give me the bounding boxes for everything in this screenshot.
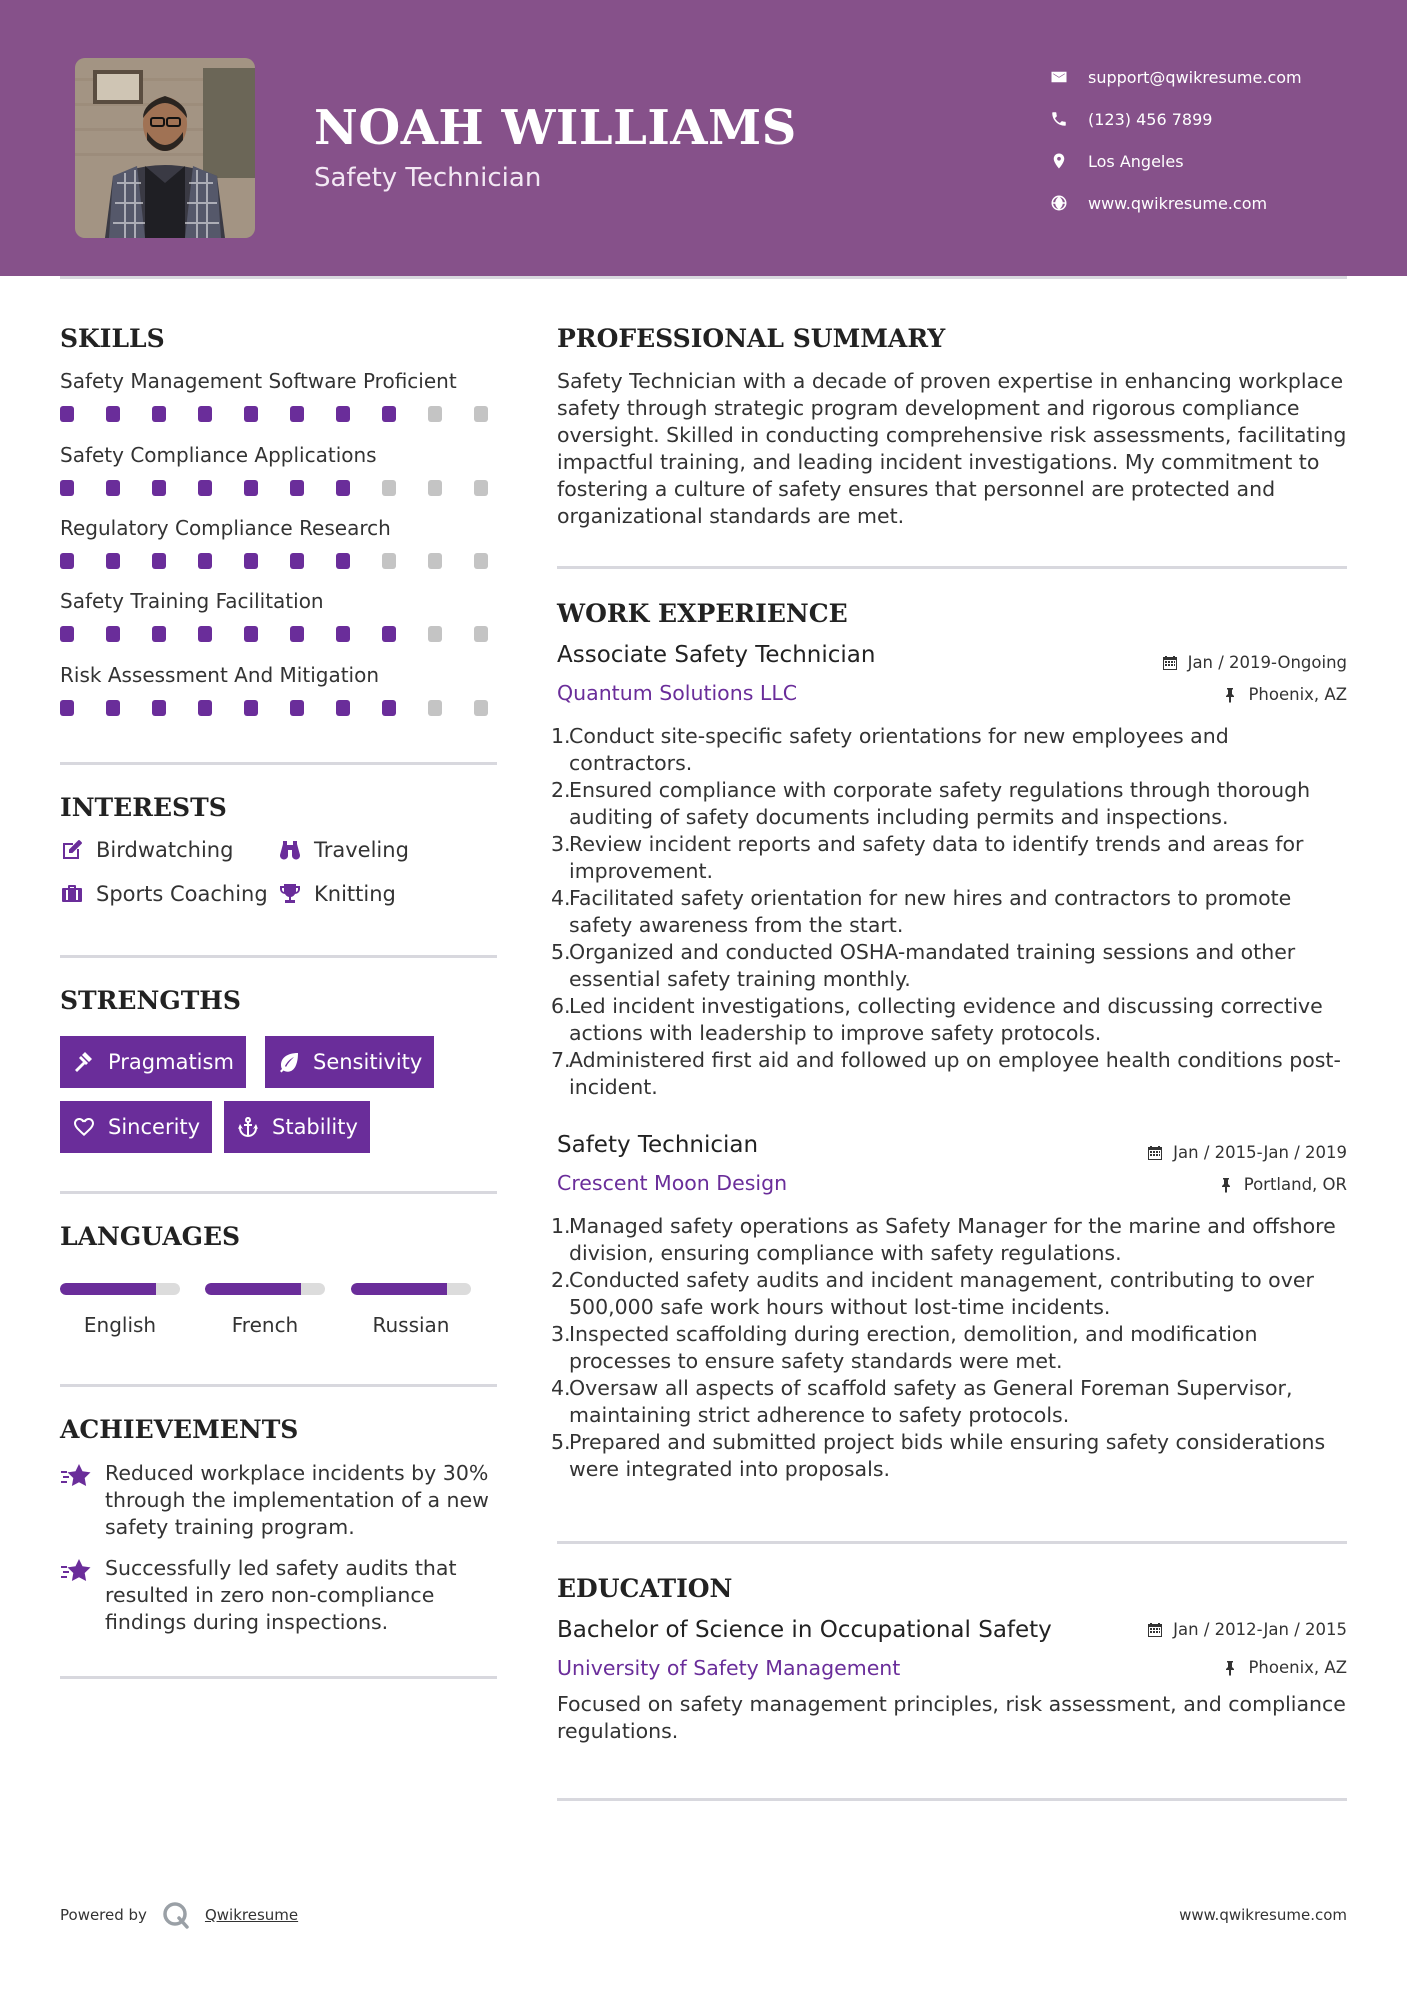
heart-icon — [72, 1115, 96, 1139]
contact-phone[interactable]: (123) 456 7899 — [1050, 98, 1302, 140]
skill-dot-filled — [198, 480, 212, 496]
achievement-item: Reduced workplace incidents by 30% through the implementation of a new safety training program. — [60, 1460, 500, 1541]
section-divider — [557, 566, 1347, 569]
skill-dot-filled — [198, 406, 212, 422]
job-location: Portland, OR — [1218, 1175, 1347, 1194]
skill-dot-filled — [152, 406, 166, 422]
qwikresume-link[interactable]: Qwikresume — [204, 1906, 299, 1924]
job-bullet: 1. Managed safety operations as Safety Manager for the marine and offshore division, ensuring compliance with safety regulations. — [551, 1214, 1336, 1265]
candidate-title: Safety Technician — [314, 163, 542, 193]
section-divider — [60, 1384, 497, 1387]
skill-dot-filled — [336, 480, 350, 496]
skill-dot-filled — [106, 406, 120, 422]
skill-dot-filled — [336, 700, 350, 716]
job-title: Safety Technician — [557, 1132, 759, 1158]
skill-dot-empty — [428, 700, 442, 716]
skill-dot-filled — [382, 626, 396, 642]
language-level-fill — [205, 1283, 301, 1295]
skill-dot-filled — [244, 700, 258, 716]
skill-dot-filled — [152, 700, 166, 716]
skill-dot-filled — [106, 480, 120, 496]
skill-dot-filled — [290, 626, 304, 642]
skill-dot-filled — [382, 700, 396, 716]
achievements-heading: ACHIEVEMENTS — [60, 1415, 299, 1444]
header-divider — [60, 276, 1347, 279]
skill-dot-filled — [336, 406, 350, 422]
skill-rating — [60, 480, 520, 496]
envelope-icon — [1050, 68, 1068, 86]
job-title: Associate Safety Technician — [557, 642, 876, 668]
interests-heading: INTERESTS — [60, 793, 227, 822]
leaf-icon — [277, 1050, 301, 1074]
calendar-icon — [1147, 1145, 1163, 1161]
strength-badge: Stability — [224, 1101, 370, 1153]
skill-dot-empty — [428, 406, 442, 422]
star-award-icon — [60, 1462, 92, 1490]
skill-dot-filled — [290, 700, 304, 716]
education-heading: EDUCATION — [557, 1574, 733, 1603]
gavel-icon — [72, 1050, 96, 1074]
skill-dot-empty — [474, 480, 488, 496]
achievement-item: Successfully led safety audits that resulted in zero non-compliance findings during inspections. — [60, 1555, 500, 1636]
language-level-bar — [60, 1283, 180, 1295]
strengths-heading: STRENGTHS — [60, 986, 241, 1015]
skill-dot-empty — [428, 553, 442, 569]
skill-name: Safety Training Facilitation — [60, 589, 324, 613]
skill-dot-filled — [106, 700, 120, 716]
job-bullet: 2. Conducted safety audits and incident management, contributing to over 500,000 safe work hours without lost-time incidents. — [551, 1268, 1314, 1319]
section-divider — [557, 1541, 1347, 1544]
contact-website[interactable]: www.qwikresume.com — [1050, 182, 1302, 224]
skill-dot-filled — [106, 626, 120, 642]
job-dates: Jan / 2019-Ongoing — [1162, 653, 1347, 672]
star-award-icon — [60, 1557, 92, 1585]
section-divider — [60, 1676, 497, 1679]
job-bullets — [551, 1213, 1357, 1483]
job-bullet: 2. Ensured compliance with corporate safety regulations through thorough auditing of safety documents including permits and inspections. — [551, 778, 1311, 829]
skill-dot-filled — [60, 480, 74, 496]
skill-rating — [60, 406, 520, 422]
job-bullets — [551, 723, 1357, 1101]
pushpin-icon — [1218, 1177, 1234, 1193]
briefcase-icon — [60, 882, 84, 906]
skill-dot-filled — [152, 553, 166, 569]
map-pin-icon — [1050, 152, 1068, 170]
skill-dot-filled — [290, 480, 304, 496]
language-level-bar — [351, 1283, 471, 1295]
interest-item: Sports Coaching — [60, 882, 268, 906]
section-divider — [60, 1191, 497, 1194]
candidate-name: NOAH WILLIAMS — [314, 100, 797, 156]
degree-name: Bachelor of Science in Occupational Safety — [557, 1617, 1052, 1643]
skill-dot-filled — [198, 626, 212, 642]
language-name: French — [231, 1313, 299, 1337]
interest-item: Knitting — [278, 882, 396, 906]
profile-photo — [75, 58, 255, 238]
education-description: Focused on safety management principles, risk assessment, and compliance regulations. — [557, 1692, 1346, 1743]
summary-text: Safety Technician with a decade of proven expertise in enhancing workplace safety through strategic program development and rigorous compliance oversight. Skilled in conducting comprehensive risk assessments, facilitating impactful training, and leading incident investigations. My commitment to fostering a culture of safety ensures that personnel are protected and organizational standards are met. — [557, 369, 1347, 528]
job-bullet: 5. Organized and conducted OSHA-mandated training sessions and other essential safety training monthly. — [551, 940, 1296, 991]
language-level-fill — [60, 1283, 156, 1295]
qwikresume-logo-icon — [161, 1900, 191, 1930]
job-bullet: 6. Led incident investigations, collecting evidence and discussing corrective actions with leadership to improve safety protocols. — [551, 994, 1323, 1045]
education-dates: Jan / 2012-Jan / 2015 — [1147, 1620, 1347, 1639]
skill-dot-filled — [382, 406, 396, 422]
contact-location: Los Angeles — [1050, 140, 1302, 182]
skill-dot-filled — [152, 480, 166, 496]
skill-dot-empty — [474, 700, 488, 716]
skills-heading: SKILLS — [60, 324, 165, 353]
skill-dot-empty — [428, 480, 442, 496]
skill-dot-filled — [152, 626, 166, 642]
skill-dot-filled — [336, 553, 350, 569]
job-location: Phoenix, AZ — [1222, 685, 1347, 704]
skill-dot-filled — [60, 553, 74, 569]
job-bullet: 4. Oversaw all aspects of scaffold safety as General Foreman Supervisor, maintaining strict adherence to safety protocols. — [551, 1376, 1293, 1427]
skill-dot-empty — [474, 626, 488, 642]
skill-dot-empty — [382, 553, 396, 569]
skill-dot-filled — [198, 553, 212, 569]
job-bullet: 5. Prepared and submitted project bids while ensuring safety considerations were integrated into proposals. — [551, 1430, 1326, 1481]
pushpin-icon — [1222, 687, 1238, 703]
school-name: University of Safety Management — [557, 1656, 901, 1680]
trophy-icon — [278, 882, 302, 906]
education-location: Phoenix, AZ — [1222, 1658, 1347, 1677]
skill-dot-filled — [290, 553, 304, 569]
pushpin-icon — [1222, 1660, 1238, 1676]
skill-dot-empty — [382, 480, 396, 496]
section-divider — [60, 762, 497, 765]
summary-heading: PROFESSIONAL SUMMARY — [557, 324, 946, 353]
language-name: English — [83, 1313, 157, 1337]
job-bullet: 7. Administered first aid and followed up on employee health conditions post-incident. — [551, 1048, 1341, 1099]
section-divider — [60, 955, 497, 958]
job-bullet: 4. Facilitated safety orientation for new hires and contractors to promote safety awareness from the start. — [551, 886, 1292, 937]
skill-dot-filled — [60, 626, 74, 642]
language-level-bar — [205, 1283, 325, 1295]
interest-item: Traveling — [278, 838, 409, 862]
skill-dot-filled — [60, 700, 74, 716]
skill-dot-filled — [336, 626, 350, 642]
anchor-icon — [236, 1115, 260, 1139]
skill-dot-filled — [60, 406, 74, 422]
skill-dot-filled — [106, 553, 120, 569]
calendar-icon — [1147, 1622, 1163, 1638]
skill-dot-empty — [474, 406, 488, 422]
strength-badge: Sincerity — [60, 1101, 212, 1153]
strength-badge: Pragmatism — [60, 1036, 246, 1088]
interest-item: Birdwatching — [60, 838, 233, 862]
edit-icon — [60, 838, 84, 862]
calendar-icon — [1162, 655, 1178, 671]
language-name: Russian — [372, 1313, 450, 1337]
languages-heading: LANGUAGES — [60, 1222, 241, 1251]
section-divider — [557, 1798, 1347, 1801]
footer-website[interactable]: www.qwikresume.com — [1179, 1906, 1347, 1924]
skill-dot-filled — [244, 406, 258, 422]
job-bullet: 3. Inspected scaffolding during erection, demolition, and modification processes to ensure safety standards were met. — [551, 1322, 1258, 1373]
skill-name: Risk Assessment And Mitigation — [60, 663, 380, 687]
experience-heading: WORK EXPERIENCE — [557, 599, 848, 628]
skill-dot-filled — [244, 553, 258, 569]
footer-powered-by: Powered by Qwikresume — [60, 1900, 298, 1930]
skill-dot-filled — [290, 406, 304, 422]
skill-dot-empty — [428, 626, 442, 642]
skill-dot-filled — [244, 626, 258, 642]
job-bullet: 1. Conduct site-specific safety orientations for new employees and contractors. — [551, 724, 1229, 775]
job-bullet: 3. Review incident reports and safety data to identify trends and areas for improvement. — [551, 832, 1304, 883]
skill-name: Regulatory Compliance Research — [60, 516, 391, 540]
skill-name: Safety Management Software Proficient — [60, 369, 457, 393]
skill-name: Safety Compliance Applications — [60, 443, 377, 467]
language-level-fill — [351, 1283, 447, 1295]
phone-icon — [1050, 110, 1068, 128]
company-name: Crescent Moon Design — [557, 1171, 788, 1195]
skill-dot-filled — [198, 700, 212, 716]
strength-badge: Sensitivity — [265, 1036, 434, 1088]
skill-rating — [60, 553, 520, 569]
skill-rating — [60, 626, 520, 642]
skill-rating — [60, 700, 520, 716]
job-dates: Jan / 2015-Jan / 2019 — [1147, 1143, 1347, 1162]
contact-block — [1050, 56, 1302, 224]
skill-dot-filled — [244, 480, 258, 496]
skill-dot-empty — [474, 553, 488, 569]
contact-email[interactable]: support@qwikresume.com — [1050, 56, 1302, 98]
resume-header — [0, 0, 1407, 276]
binoculars-icon — [278, 838, 302, 862]
company-name: Quantum Solutions LLC — [557, 681, 798, 705]
globe-icon — [1050, 194, 1068, 212]
